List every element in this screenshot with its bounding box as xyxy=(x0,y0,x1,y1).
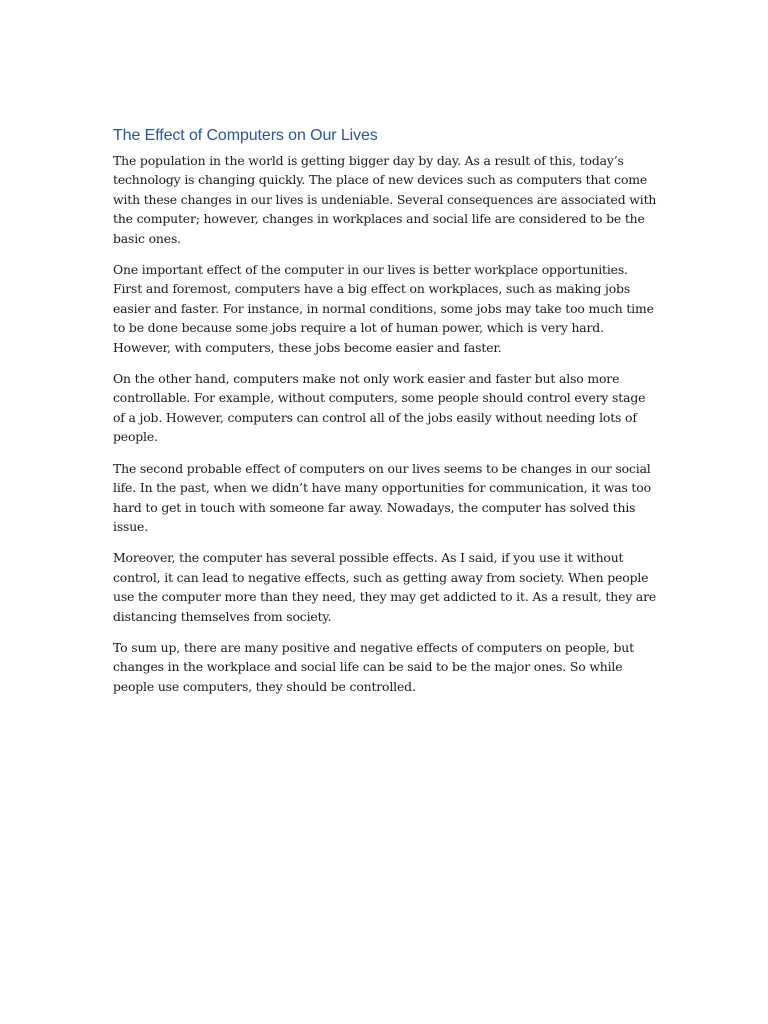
document-body xyxy=(113,124,658,708)
paragraph-introduction: The population in the world is getting bigger day by day. As a result of this, today’s technology is changing quickly. The place of new devices such as computers that come with these changes in our lives is undeniable. Several consequences are associated with the computer; however, changes in workplaces and social life are considered to be the basic ones. xyxy=(113,153,657,246)
paragraph-negative-effects: Moreover, the computer has several possible effects. As I said, if you use it without control, it can lead to negative effects, such as getting away from society. When people use the computer more than they need, they may get addicted to it. As a result, they are distancing themselves from society. xyxy=(113,550,657,624)
paragraph-conclusion: To sum up, there are many positive and negative effects of computers on people, but changes in the workplace and social life can be said to be the major ones. So while people use computers, they should be controlled. xyxy=(113,639,634,694)
paragraph-controllable: On the other hand, computers make not only work easier and faster but also more controllable. For example, without computers, some people should control every stage of a job. However, computers can control all of the jobs easily without needing lots of people. xyxy=(113,371,646,445)
document-title: The Effect of Computers on Our Lives xyxy=(113,127,378,144)
paragraph-social-life: The second probable effect of computers on our lives seems to be changes in our social life. In the past, when we didn’t have many opportunities for communication, it was too hard to get in touch with someone far away. Nowadays, the computer has solved this issue. xyxy=(113,460,651,534)
paragraph-workplace: One important effect of the computer in our lives is better workplace opportunities. First and foremost, computers have a big effect on workplaces, such as making jobs easier and faster. For instance, in normal conditions, some jobs may take too much time to be done because some jobs require a lot of human power, which is very hard. However, with computers, these jobs become easier and faster. xyxy=(113,262,654,355)
